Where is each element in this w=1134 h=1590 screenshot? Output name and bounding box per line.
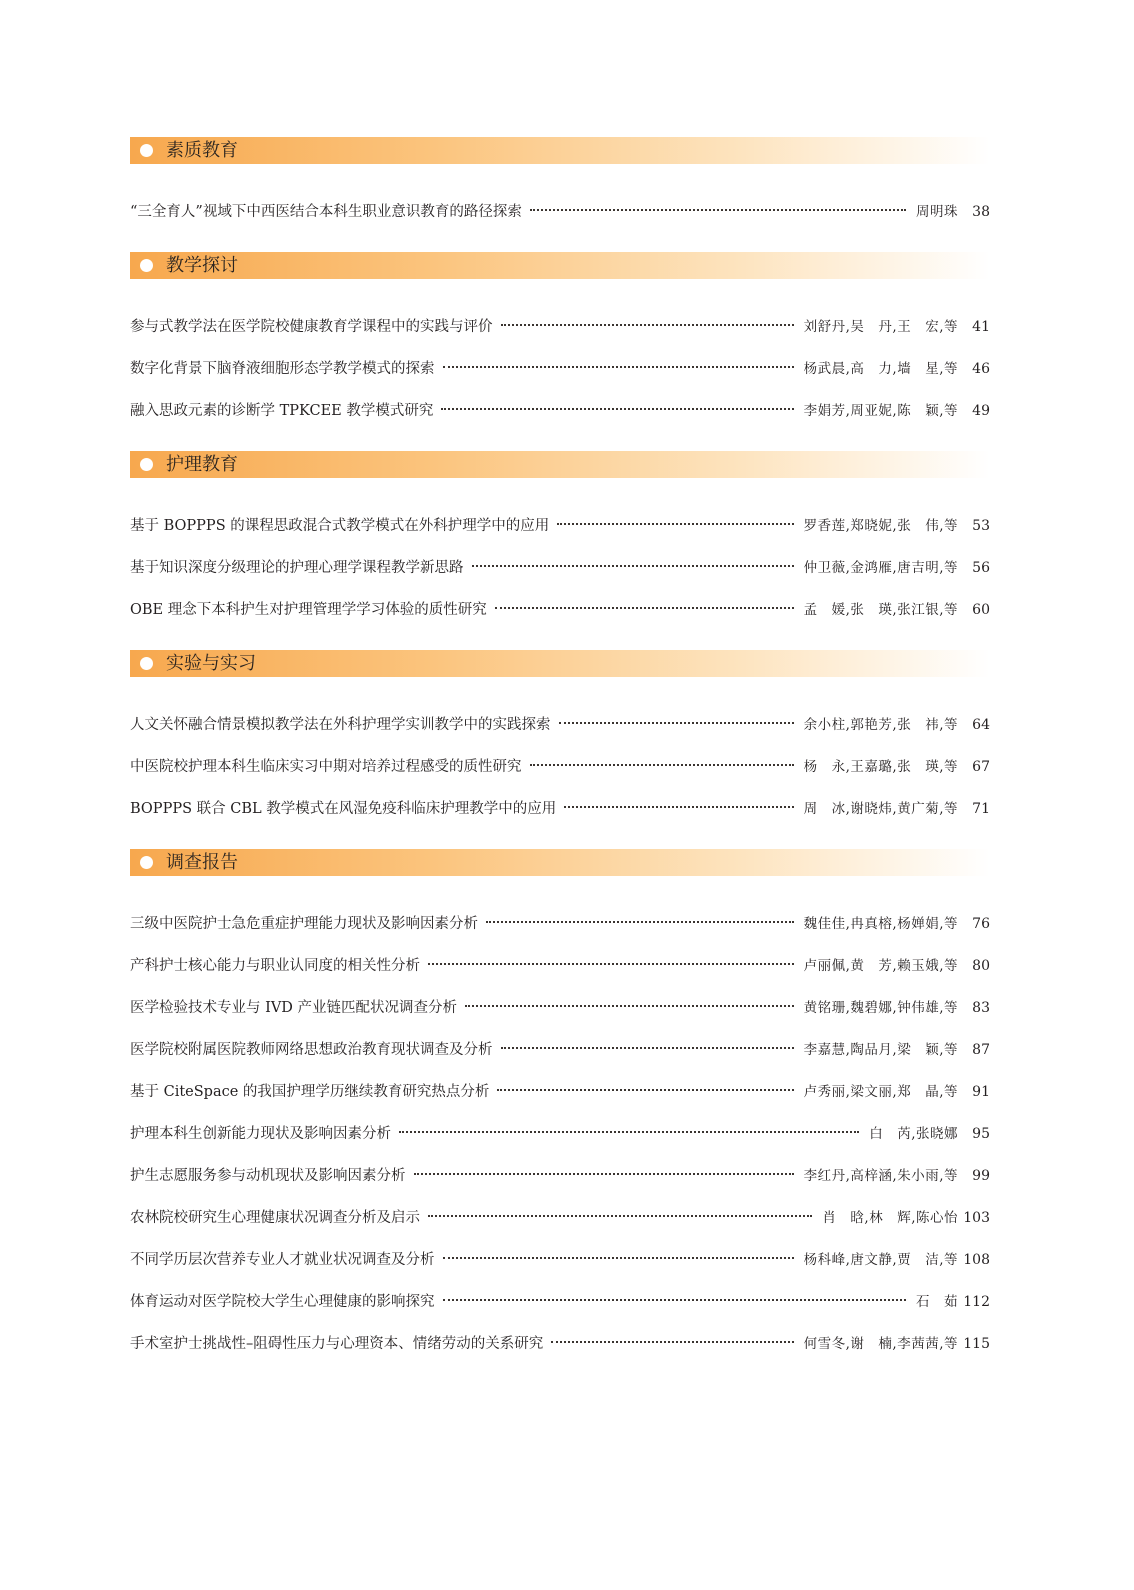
toc-entry[interactable] bbox=[130, 401, 990, 443]
table-of-contents bbox=[130, 137, 990, 1384]
article-title: 数字化背景下脑脊液细胞形态学教学模式的探索 bbox=[130, 361, 435, 377]
page-number: 60 bbox=[972, 602, 990, 618]
article-authors: 李红丹,高梓涵,朱小雨,等 bbox=[803, 1168, 958, 1184]
article-authors: 周明珠 bbox=[916, 204, 958, 220]
article-title: 护生志愿服务参与动机现状及影响因素分析 bbox=[130, 1168, 406, 1184]
toc-entry[interactable] bbox=[130, 1124, 990, 1166]
dot-leader bbox=[472, 565, 794, 567]
toc-entry[interactable] bbox=[130, 600, 990, 642]
article-authors: 卢秀丽,梁文丽,郑 晶,等 bbox=[803, 1084, 958, 1100]
dot-leader bbox=[530, 209, 906, 211]
dot-leader bbox=[486, 921, 794, 923]
article-title: 中医院校护理本科生临床实习中期对培养过程感受的质性研究 bbox=[130, 759, 522, 775]
section-header bbox=[130, 252, 990, 279]
page-number: 80 bbox=[972, 958, 990, 974]
toc-entry[interactable] bbox=[130, 1166, 990, 1208]
article-title: 基于 BOPPPS 的课程思政混合式教学模式在外科护理学中的应用 bbox=[130, 518, 550, 534]
toc-entry[interactable] bbox=[130, 516, 990, 558]
toc-entry[interactable] bbox=[130, 757, 990, 799]
dot-leader bbox=[443, 366, 794, 368]
dot-leader bbox=[465, 1005, 794, 1007]
article-title: 农林院校研究生心理健康状况调查分析及启示 bbox=[130, 1210, 420, 1226]
dot-leader bbox=[501, 1047, 794, 1049]
toc-entry[interactable] bbox=[130, 317, 990, 359]
toc-entry[interactable] bbox=[130, 558, 990, 600]
toc-entry[interactable] bbox=[130, 1292, 990, 1334]
bullet-dot-icon bbox=[140, 144, 153, 157]
page-number: 115 bbox=[963, 1336, 990, 1352]
dot-leader bbox=[497, 1089, 793, 1091]
page-number: 76 bbox=[972, 916, 990, 932]
article-title: 基于 CiteSpace 的我国护理学历继续教育研究热点分析 bbox=[130, 1084, 490, 1100]
toc-entry[interactable] bbox=[130, 715, 990, 757]
article-authors: 仲卫薇,金鸿雁,唐吉明,等 bbox=[803, 560, 958, 576]
page-number: 99 bbox=[972, 1168, 990, 1184]
dot-leader bbox=[564, 806, 793, 808]
article-authors: 肖 晗,林 辉,陈心怡 bbox=[822, 1210, 958, 1226]
page-number: 71 bbox=[972, 801, 990, 817]
dot-leader bbox=[530, 764, 794, 766]
article-authors: 杨科峰,唐文静,贾 洁,等 bbox=[803, 1252, 958, 1268]
article-title: 不同学历层次营养专业人才就业状况调查及分析 bbox=[130, 1252, 435, 1268]
page-number: 46 bbox=[972, 361, 990, 377]
article-title: 融入思政元素的诊断学 TPKCEE 教学模式研究 bbox=[130, 403, 434, 419]
toc-entry[interactable] bbox=[130, 956, 990, 998]
dot-leader bbox=[501, 324, 794, 326]
article-title: 参与式教学法在医学院校健康教育学课程中的实践与评价 bbox=[130, 319, 493, 335]
bullet-dot-icon bbox=[140, 458, 153, 471]
toc-entry[interactable] bbox=[130, 998, 990, 1040]
article-authors: 李嘉慧,陶品月,梁 颖,等 bbox=[803, 1042, 958, 1058]
page-number: 64 bbox=[972, 717, 990, 733]
page-number: 67 bbox=[972, 759, 990, 775]
page-number: 38 bbox=[972, 204, 990, 220]
page-number: 41 bbox=[972, 319, 990, 335]
toc-entry[interactable] bbox=[130, 1334, 990, 1376]
article-authors: 石 茹 bbox=[916, 1294, 958, 1310]
article-authors: 周 冰,谢晓炜,黄广菊,等 bbox=[803, 801, 958, 817]
article-authors: 卢丽佩,黄 芳,赖玉娥,等 bbox=[803, 958, 958, 974]
article-title: 三级中医院护士急危重症护理能力现状及影响因素分析 bbox=[130, 916, 478, 932]
dot-leader bbox=[428, 963, 794, 965]
toc-section bbox=[130, 252, 990, 443]
section-header bbox=[130, 451, 990, 478]
section-title: 素质教育 bbox=[166, 140, 238, 161]
page-number: 103 bbox=[963, 1210, 990, 1226]
bullet-dot-icon bbox=[140, 259, 153, 272]
toc-entry[interactable] bbox=[130, 1082, 990, 1124]
page-number: 108 bbox=[963, 1252, 990, 1268]
toc-section bbox=[130, 137, 990, 244]
dot-leader bbox=[551, 1341, 793, 1343]
dot-leader bbox=[399, 1131, 859, 1133]
bullet-dot-icon bbox=[140, 657, 153, 670]
dot-leader bbox=[443, 1257, 794, 1259]
page-number: 56 bbox=[972, 560, 990, 576]
section-header bbox=[130, 650, 990, 677]
dot-leader bbox=[441, 408, 793, 410]
article-title: 基于知识深度分级理论的护理心理学课程教学新思路 bbox=[130, 560, 464, 576]
page-number: 87 bbox=[972, 1042, 990, 1058]
article-title: 医学检验技术专业与 IVD 产业链匹配状况调查分析 bbox=[130, 1000, 458, 1016]
dot-leader bbox=[428, 1215, 812, 1217]
page-number: 53 bbox=[972, 518, 990, 534]
article-authors: 刘舒丹,吴 丹,王 宏,等 bbox=[803, 319, 958, 335]
article-title: 体育运动对医学院校大学生心理健康的影响探究 bbox=[130, 1294, 435, 1310]
dot-leader bbox=[559, 722, 794, 724]
article-title: “三全育人”视域下中西医结合本科生职业意识教育的路径探索 bbox=[130, 204, 522, 220]
page-number: 49 bbox=[972, 403, 990, 419]
section-title: 护理教育 bbox=[166, 454, 238, 475]
dot-leader bbox=[414, 1173, 794, 1175]
toc-entry[interactable] bbox=[130, 359, 990, 401]
section-title: 实验与实习 bbox=[166, 653, 256, 674]
article-title: BOPPPS 联合 CBL 教学模式在风湿免疫科临床护理教学中的应用 bbox=[130, 801, 557, 817]
article-title: 产科护士核心能力与职业认同度的相关性分析 bbox=[130, 958, 420, 974]
article-authors: 杨 永,王嘉璐,张 瑛,等 bbox=[803, 759, 958, 775]
dot-leader bbox=[443, 1299, 907, 1301]
section-header bbox=[130, 137, 990, 164]
dot-leader bbox=[557, 523, 793, 525]
toc-entry[interactable] bbox=[130, 202, 990, 244]
dot-leader bbox=[495, 607, 794, 609]
article-title: 医学院校附属医院教师网络思想政治教育现状调查及分析 bbox=[130, 1042, 493, 1058]
section-title: 调查报告 bbox=[166, 852, 238, 873]
article-authors: 何雪冬,谢 楠,李茜茜,等 bbox=[803, 1336, 958, 1352]
article-authors: 杨武晨,高 力,墙 星,等 bbox=[803, 361, 958, 377]
section-header bbox=[130, 849, 990, 876]
article-authors: 白 芮,张晓娜 bbox=[869, 1126, 958, 1142]
toc-section bbox=[130, 849, 990, 1376]
article-authors: 余小柱,郭艳芳,张 祎,等 bbox=[803, 717, 958, 733]
toc-entry[interactable] bbox=[130, 914, 990, 956]
article-authors: 孟 媛,张 瑛,张江银,等 bbox=[803, 602, 958, 618]
bullet-dot-icon bbox=[140, 856, 153, 869]
toc-section bbox=[130, 451, 990, 642]
page-number: 95 bbox=[972, 1126, 990, 1142]
article-authors: 李娟芳,周亚妮,陈 颖,等 bbox=[803, 403, 958, 419]
article-title: OBE 理念下本科护生对护理管理学学习体验的质性研究 bbox=[130, 602, 487, 618]
article-authors: 罗香莲,郑晓妮,张 伟,等 bbox=[803, 518, 958, 534]
page-number: 112 bbox=[963, 1294, 990, 1310]
page-number: 91 bbox=[972, 1084, 990, 1100]
toc-entry[interactable] bbox=[130, 799, 990, 841]
toc-entry[interactable] bbox=[130, 1040, 990, 1082]
article-authors: 黄铭珊,魏碧娜,钟伟雄,等 bbox=[803, 1000, 958, 1016]
article-title: 护理本科生创新能力现状及影响因素分析 bbox=[130, 1126, 391, 1142]
article-title: 手术室护士挑战性–阻碍性压力与心理资本、情绪劳动的关系研究 bbox=[130, 1336, 544, 1352]
article-title: 人文关怀融合情景模拟教学法在外科护理学实训教学中的实践探索 bbox=[130, 717, 551, 733]
page-number: 83 bbox=[972, 1000, 990, 1016]
toc-entry[interactable] bbox=[130, 1208, 990, 1250]
section-title: 教学探讨 bbox=[166, 255, 238, 276]
article-authors: 魏佳佳,冉真榕,杨婵娟,等 bbox=[803, 916, 958, 932]
toc-section bbox=[130, 650, 990, 841]
toc-entry[interactable] bbox=[130, 1250, 990, 1292]
